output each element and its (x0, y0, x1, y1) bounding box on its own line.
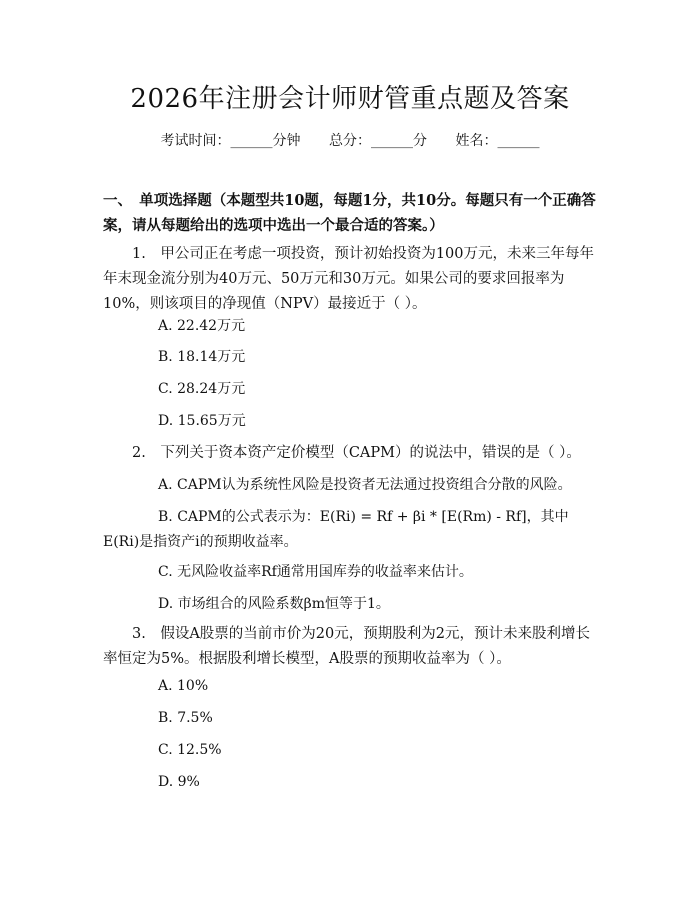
question-3-option-d: D. 9% (158, 774, 200, 790)
question-1-option-c: C. 28.24万元 (158, 381, 246, 397)
name-field: 姓名：______ (455, 133, 540, 149)
question-1-option-a: A. 22.42万元 (158, 318, 246, 334)
exam-meta (0, 131, 700, 151)
question-3-text: 3. 假设A股票的当前市价为20元，预期股利为2元，预计未来股利增长率恒定为5%。根据股利增长模型，A股票的预期收益率为（ ）。 (103, 626, 590, 667)
section-heading: 一、 单项选择题（本题型共10题，每题1分，共10分。每题只有一个正确答案，请从每题给出的选项中选出一个最合适的答案。） (103, 192, 596, 234)
question-2-option-a: A. CAPM认为系统性风险是投资者无法通过投资组合分散的风险。 (158, 477, 572, 493)
page-title: 2026年注册会计师财管重点题及答案 (130, 84, 570, 114)
question-3-option-b: B. 7.5% (158, 710, 213, 726)
question-3-option-a: A. 10% (158, 678, 209, 694)
question-3-option-c: C. 12.5% (158, 742, 222, 758)
question-1-option-d: D. 15.65万元 (158, 413, 246, 429)
question-1-option-b: B. 18.14万元 (158, 349, 246, 365)
question-2-option-c: C. 无风险收益率Rf通常用国库券的收益率来估计。 (158, 564, 473, 580)
question-1-text: 1. 甲公司正在考虑一项投资，预计初始投资为100万元，未来三年每年年末现金流分别为40万元、50万元和30万元。如果公司的要求回报率为10%，则该项目的净现值（NPV）最接近于（ ）。 (103, 246, 595, 312)
question-2-option-b: B. CAPM的公式表示为：E(Ri) = Rf + βi * [E(Rm) - Rf]，其中E(Ri)是指资产i的预期收益率。 (103, 509, 569, 550)
total-score-field: 总分：______分 (329, 133, 427, 149)
question-2-option-d: D. 市场组合的风险系数βm恒等于1。 (158, 596, 390, 612)
question-2-text: 2. 下列关于资本资产定价模型（CAPM）的说法中，错误的是（ ）。 (132, 445, 581, 461)
exam-time-field: 考试时间：______分钟 (160, 133, 301, 149)
